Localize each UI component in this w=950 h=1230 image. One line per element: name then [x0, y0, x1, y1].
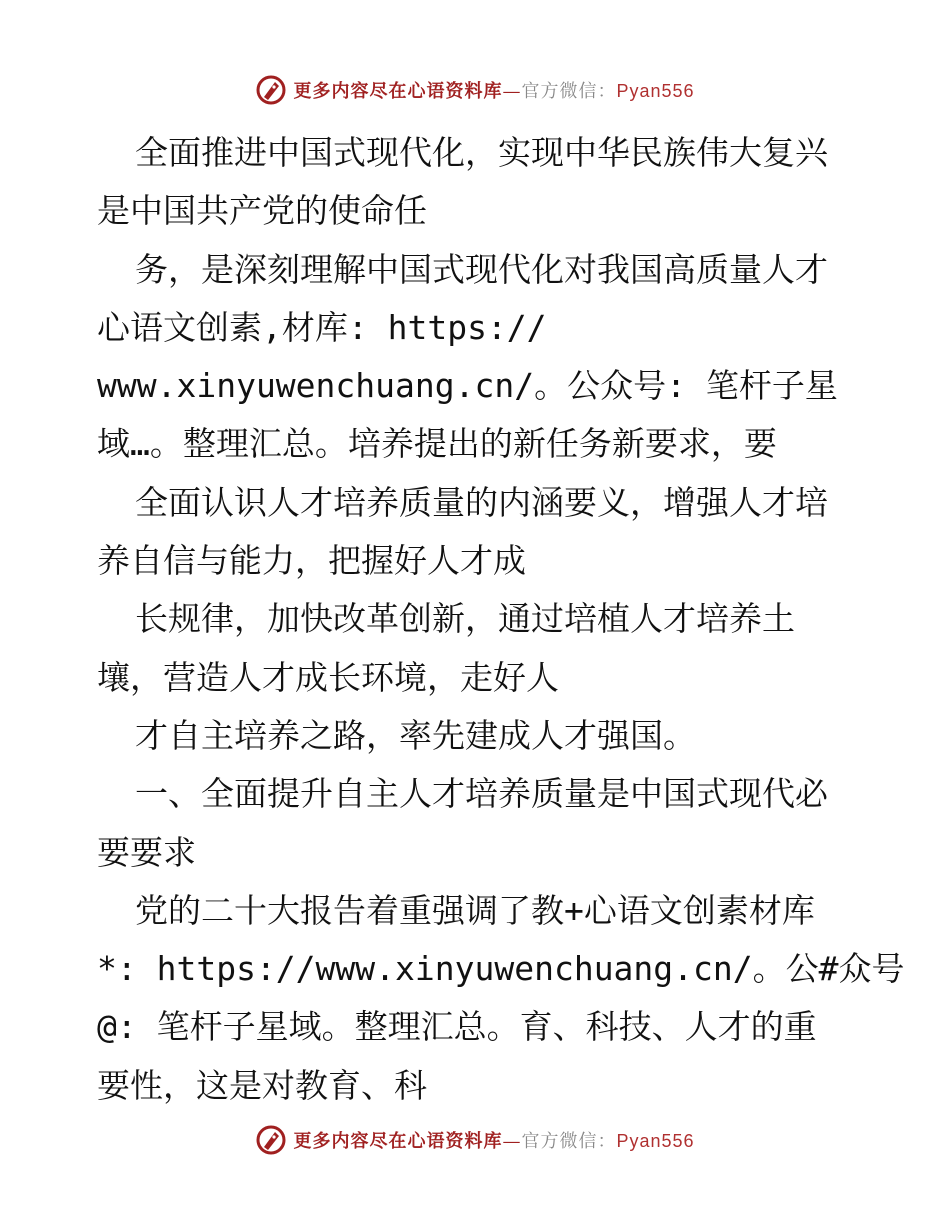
text-line: 一、全面提升自主人才培养质量是中国式现代必	[135, 774, 828, 814]
header-watermark	[0, 70, 950, 110]
watermark-main-text: 更多内容尽在心语资料库	[293, 1131, 503, 1152]
document-body	[97, 124, 905, 1115]
text-line: 务，是深刻理解中国式现代化对我国高质量人才	[135, 249, 828, 289]
text-line: 要性，这是对教育、科	[97, 1065, 427, 1105]
footer-watermark	[0, 1120, 950, 1160]
text-line: 全面认识人才培养质量的内涵要义，增强人才培	[135, 482, 828, 522]
watermark-text	[293, 1127, 694, 1153]
pen-nib-circle-icon	[255, 74, 287, 106]
text-line: 心语文创素,材库: https://	[97, 307, 547, 347]
text-line: 域…。整理汇总。培养提出的新任务新要求，要	[97, 424, 777, 464]
text-line: *: https://www.xinyuwenchuang.cn/。公#众号	[97, 949, 905, 989]
text-line: www.xinyuwenchuang.cn/。公众号: 笔杆子星	[97, 366, 838, 406]
text-line: 党的二十大报告着重强调了教+心语文创素材库	[135, 890, 815, 930]
watermark-group	[255, 74, 694, 106]
text-line: 全面推进中国式现代化，实现中华民族伟大复兴	[135, 133, 828, 172]
text-line: @: 笔杆子星域。整理汇总。育、科技、人才的重	[97, 1007, 817, 1047]
pen-nib-circle-icon	[255, 1124, 287, 1156]
watermark-wechat-label: 官方微信：	[521, 1131, 617, 1152]
text-line: 养自信与能力，把握好人才成	[97, 541, 526, 581]
text-line: 长规律，加快改革创新，通过培植人才培养土	[135, 599, 795, 639]
watermark-main-text: 更多内容尽在心语资料库	[293, 81, 503, 102]
text-line: 是中国共产党的使命任	[97, 191, 427, 231]
text-line: 才自主培养之路，率先建成人才强国。	[135, 715, 696, 755]
watermark-dash: —	[502, 81, 522, 102]
watermark-text	[293, 77, 694, 103]
watermark-account: Pyan556	[616, 81, 695, 101]
watermark-wechat-label: 官方微信：	[521, 81, 617, 102]
watermark-dash: —	[502, 1131, 522, 1152]
text-line: 壤，营造人才成长环境，走好人	[97, 657, 559, 697]
watermark-account: Pyan556	[616, 1131, 695, 1151]
watermark-group	[255, 1124, 694, 1156]
text-line: 要要求	[97, 832, 196, 872]
